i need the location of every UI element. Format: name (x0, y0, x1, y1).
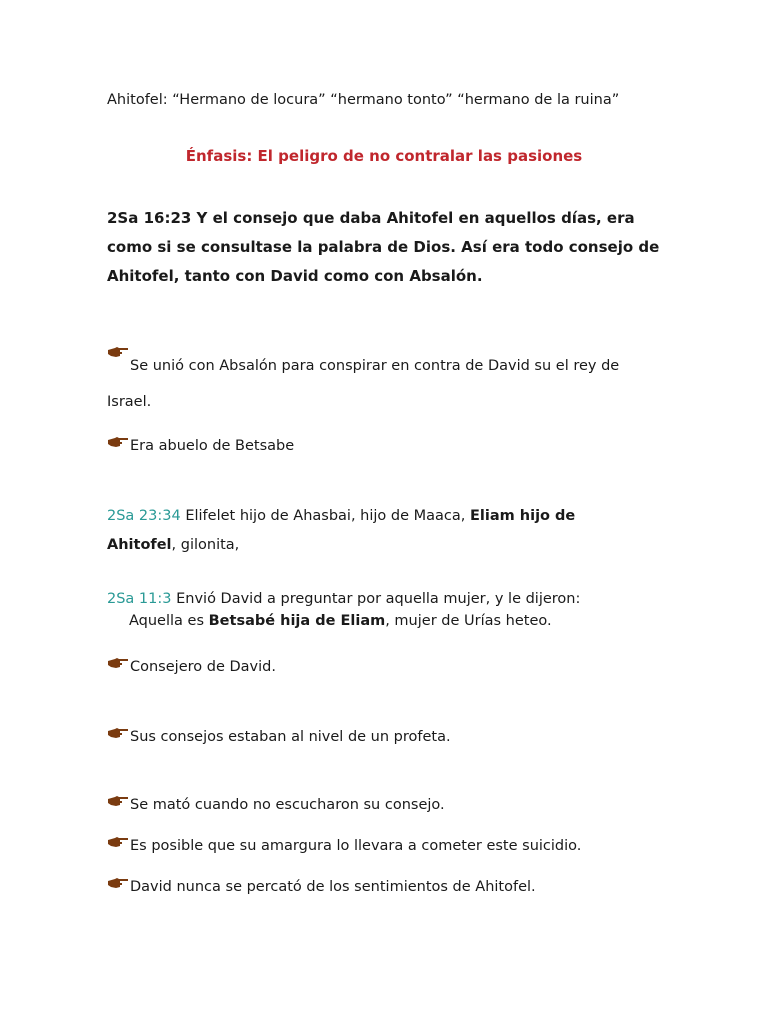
bullet-text: Sus consejos estaban al nivel de un profeta. (130, 729, 451, 745)
bullet-item (107, 838, 581, 854)
verse-block (107, 204, 659, 291)
bullet-text: Se unió con Absalón para conspirar en contra de David su el rey de (130, 358, 620, 374)
pointing-hand-icon (107, 726, 129, 740)
emphasis-heading: Énfasis: El peligro de no contralar las pasiones (185, 147, 583, 165)
bullet-text: Consejero de David. (130, 659, 276, 675)
reference-bold: Betsabé hija de Eliam (208, 613, 386, 629)
reference-bold: Ahitofel (107, 537, 172, 553)
reference-bold: Eliam hijo de (469, 508, 576, 524)
bullet-item (107, 438, 294, 454)
bullet-item (107, 797, 445, 813)
pointing-hand-icon (107, 876, 129, 890)
bullet-text: Se mató cuando no escucharon su consejo. (130, 797, 445, 813)
reference-text: Envió David a preguntar por aquella mujer, y le dijeron: (171, 591, 581, 607)
pointing-hand-icon (107, 656, 129, 670)
bullet-item (107, 729, 451, 745)
reference-block (107, 502, 575, 560)
scripture-reference-link[interactable]: 2Sa 23:34 (107, 508, 181, 524)
verse-line-1: 2Sa 16:23 Y el consejo que daba Ahitofel en aquellos días, era (107, 209, 635, 227)
verse-line-2: como si se consultase la palabra de Dios. Así era todo consejo de (107, 238, 660, 256)
scripture-reference-link[interactable]: 2Sa 11:3 (107, 591, 172, 607)
bullet-item (107, 340, 619, 420)
reference-text: Aquella es (129, 613, 209, 629)
title-line: Ahitofel: “Hermano de locura” “hermano tonto” “hermano de la ruina” (107, 92, 620, 108)
reference-text: Elifelet hijo de Ahasbai, hijo de Maaca, (180, 508, 470, 524)
bullet-text-cont: Israel. (107, 394, 152, 410)
reference-block (107, 588, 580, 632)
bullet-text: Era abuelo de Betsabe (130, 438, 295, 454)
pointing-hand-icon (107, 345, 129, 359)
pointing-hand-icon (107, 835, 129, 849)
verse-line-3: Ahitofel, tanto con David como con Absalón. (107, 267, 483, 285)
bullet-item (107, 879, 536, 895)
bullet-item (107, 659, 276, 675)
reference-text: , gilonita, (171, 537, 240, 553)
pointing-hand-icon (107, 435, 129, 449)
bullet-text: David nunca se percató de los sentimientos de Ahitofel. (130, 879, 536, 895)
reference-text: , mujer de Urías heteo. (385, 613, 552, 629)
pointing-hand-icon (107, 794, 129, 808)
bullet-text: Es posible que su amargura lo llevara a cometer este suicidio. (130, 838, 582, 854)
